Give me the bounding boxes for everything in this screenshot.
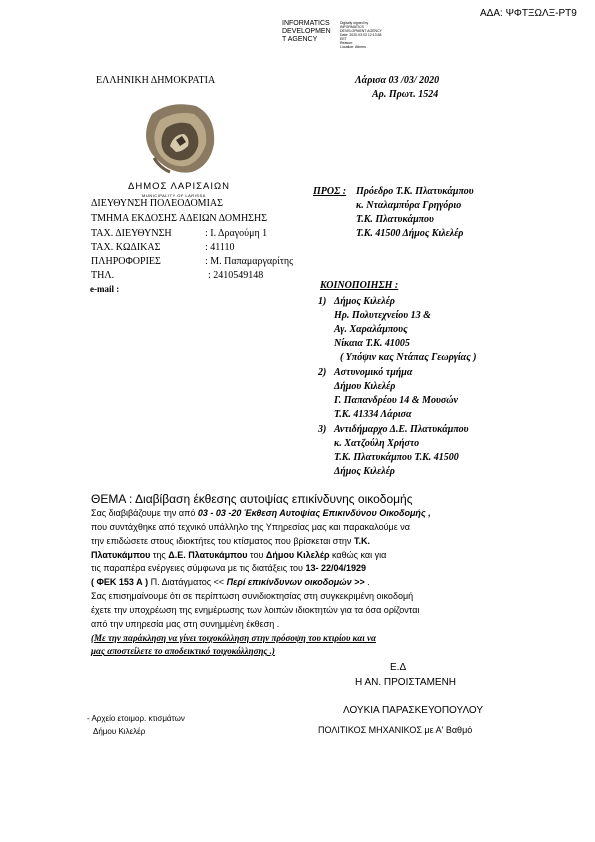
signature-line: INFORMATICS [282, 20, 330, 27]
signature-line: T AGENCY [282, 36, 318, 43]
cc-line: Δήμος Κιλελέρ [334, 296, 395, 307]
recipient-label: ΠΡΟΣ : [313, 186, 347, 197]
directorate: ΔΙΕΥΘΥΝΣΗ ΠΟΛΕΟΔΟΜΙΑΣ [91, 198, 223, 209]
cc-line: ( Υπόψιν κας Ντάπας Γεωργίας ) [340, 352, 477, 363]
cc-number: 3) [318, 424, 327, 435]
closing-title: ΠΟΛΙΤΙΚΟΣ ΜΗΧΑΝΙΚΟΣ με Α' Βαθμό [318, 725, 473, 735]
cc-line: Δήμος Κιλελέρ [334, 466, 395, 477]
recipient-line: Τ.Κ. Πλατυκάμπου [356, 214, 434, 225]
closing-role: Η ΑΝ. ΠΡΟΙΣΤΑΜΕΝΗ [355, 677, 457, 688]
sender-address-value: : Ι. Δραγούμη 1 [205, 228, 268, 239]
ada-code: ΑΔΑ: ΨΦΤΞΩΛΞ-ΡΤ9 [480, 8, 577, 19]
body-line: από την υπηρεσία μας στη συνημμένη έκθεση . [91, 619, 280, 629]
closing-ed: Ε.Δ [390, 662, 407, 673]
sender-phone-label: ΤΗΛ. [91, 270, 115, 281]
sender-info-value: : Μ. Παπαμαργαρίτης [205, 256, 294, 267]
date-line: Λάρισα 03 /03/ 2020 [355, 75, 440, 86]
recipient-line: Τ.Κ. 41500 Δήμος Κιλελέρ [356, 228, 464, 239]
sender-zip-label: ΤΑΧ. ΚΩΔΙΚΑΣ [91, 242, 161, 253]
cc-number: 1) [318, 296, 327, 307]
sender-phone-value: : 2410549148 [208, 270, 264, 281]
cc-line: Ηρ. Πολυτεχνείου 13 & [334, 310, 431, 321]
cc-line: κ. Χατζούλη Χρήστο [334, 438, 420, 449]
cc-line: Αστυνομικό τμήμα [334, 367, 413, 378]
body-line: τις παραπέρα ενέργειες σύμφωνα με τις διατάξεις του 13- 22/04/1929 [91, 563, 367, 573]
sender-address-label: ΤΑΧ. ΔΙΕΥΘΥΝΣΗ [91, 228, 172, 239]
archive-line: - Αρχείο ετοιμορ. κτισμάτων [87, 714, 185, 723]
cc-line: Γ. Παπανδρέου 14 & Μουσών [334, 395, 458, 406]
request-line: (Με την παράκληση να γίνει τοιχοκόλληση στην πρόσοψη του κτιρίου και να [91, 633, 376, 643]
request-line: μας αποστείλετε το αποδεικτικό τοιχοκόλλησης .) [91, 646, 275, 656]
body-line: Σας διαβιβάζουμε την από 03 - 03 -20 Έκθεση Αυτοψίας Επικινδύνου Οικοδομής , [91, 508, 431, 518]
municipality-subtitle: MUNICIPALITY OF LARISSA [142, 193, 206, 198]
cc-line: Αγ. Χαραλάμπους [334, 324, 408, 335]
recipient-line: κ. Νταλαμπύρα Γρηγόριο [356, 200, 462, 211]
body-line: που συντάχθηκε από τεχνικό υπάλληλο της Υπηρεσίας μας και παρακαλούμε να [91, 522, 410, 532]
cc-line: Τ.Κ. Πλατυκάμπου Τ.Κ. 41500 [334, 452, 459, 463]
municipality-name: ΔΗΜΟΣ ΛΑΡΙΣΑΙΩΝ [128, 181, 230, 192]
sender-email-label: e-mail : [90, 284, 120, 294]
republic-heading: ΕΛΛΗΝΙΚΗ ΔΗΜΟΚΡΑΤΙΑ [96, 75, 216, 86]
signature-block [282, 20, 331, 44]
body-line: ( ΦΕΚ 153 Α ) Π. Διατάγματος << Περί επικίνδυνων οικοδομών >> . [91, 577, 370, 587]
archive-line: Δήμου Κιλελέρ [93, 727, 146, 736]
cc-line: Δήμου Κιλελέρ [334, 381, 396, 392]
cc-line: Τ.Κ. 41334 Λάρισα [334, 409, 412, 420]
body-line: Σας επισημαίνουμε ότι σε περίπτωση συνιδιοκτησίας στη συγκεκριμένη οικοδομή [91, 591, 414, 601]
cc-line: Αντιδήμαρχο Δ.Ε. Πλατυκάμπου [334, 424, 469, 435]
protocol-number: Αρ. Πρωτ. 1524 [372, 89, 439, 100]
sender-info-label: ΠΛΗΡΟΦΟΡΙΕΣ [91, 256, 161, 267]
recipient-line: Πρόεδρο Τ.Κ. Πλατυκάμπου [356, 186, 474, 197]
sender-zip-value: : 41110 [205, 242, 235, 253]
body-line: Πλατυκάμπου της Δ.Ε. Πλατυκάμπου του Δήμου Κιλελέρ καθώς και για [91, 550, 387, 560]
body-line: την επιδώσετε στους ιδιοκτήτες του κτίσματος που βρίσκεται στην Τ.Κ. [91, 536, 370, 546]
signature-details: Digitally signed by INFORMATICS DEVELOPMENT AGENCY Date: 2020.03.03 12:13:38 EET Reason: Location: Athens [340, 21, 382, 49]
closing-name: ΛΟΥΚΙΑ ΠΑΡΑΣΚΕΥΟΠΟΥΛΟΥ [343, 705, 484, 716]
cc-line: Νίκαια Τ.Κ. 41005 [334, 338, 410, 349]
signature-line: DEVELOPMEN [282, 28, 331, 35]
cc-number: 2) [318, 367, 327, 378]
body-line: έχετε την υποχρέωση της ενημέρωσης των λοιπών ιδιοκτητών για τα όσα ορίζονται [91, 605, 420, 615]
department: ΤΜΗΜΑ ΕΚΔΟΣΗΣ ΑΔΕΙΩΝ ΔΟΜΗΣΗΣ [91, 213, 268, 224]
subject-line: ΘΕΜΑ : Διαβίβαση έκθεσης αυτοψίας επικίνδυνης οικοδομής [91, 492, 413, 506]
cc-title: ΚΟΙΝΟΠΟΙΗΣΗ : [320, 280, 399, 291]
